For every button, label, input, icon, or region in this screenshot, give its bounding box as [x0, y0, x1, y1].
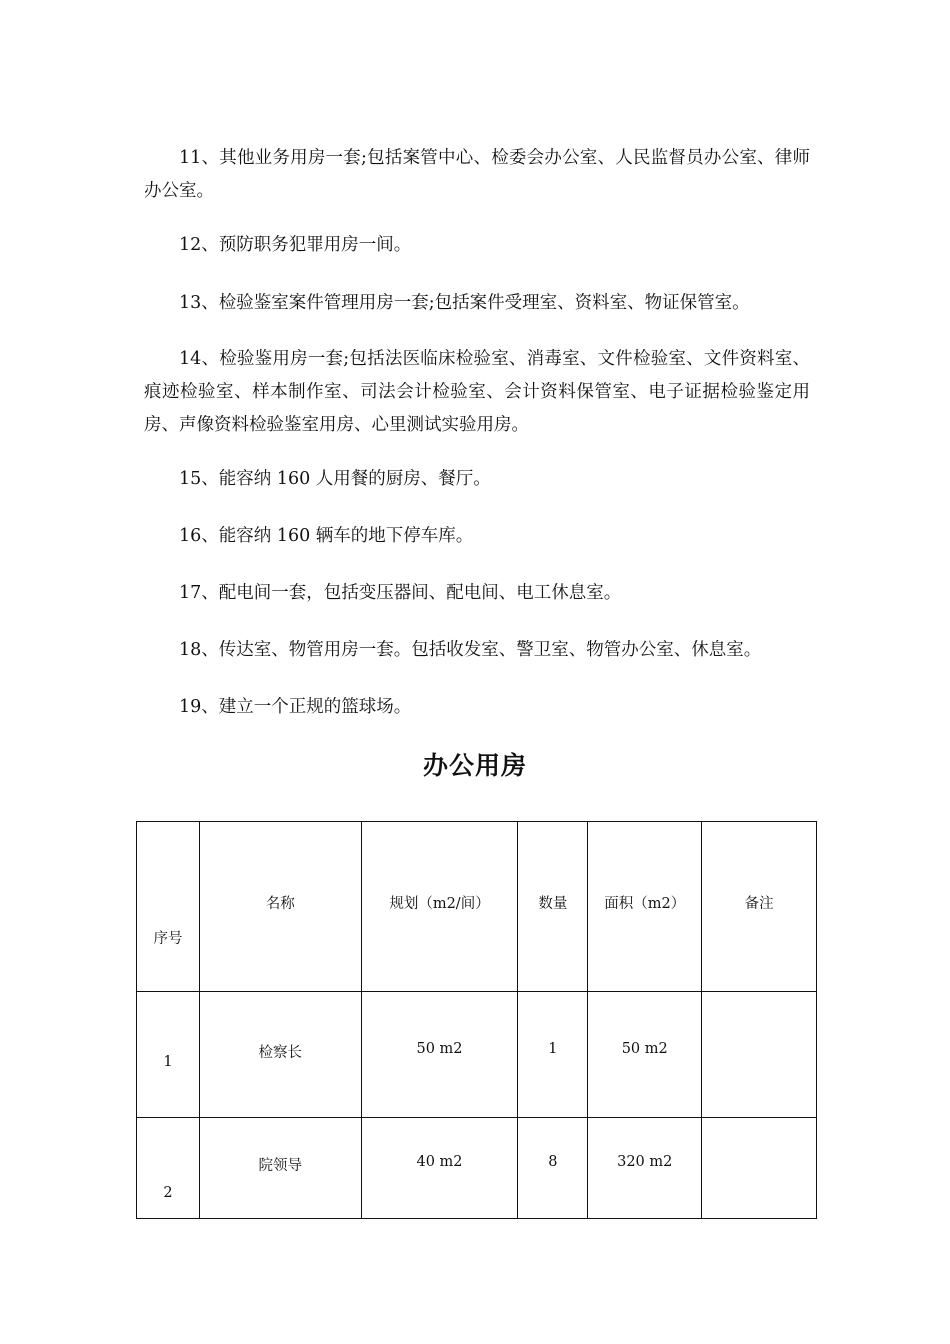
paragraph-11: 11、其他业务用房一套;包括案管中心、检委会办公室、人民监督员办公室、律师办公室。	[144, 148, 810, 201]
paragraph-16: 16、能容纳 160 辆车的地下停车库。	[179, 526, 474, 546]
header-cell-name: 名称	[199, 822, 361, 992]
cell-plan: 50 m2	[361, 992, 518, 1118]
table-row	[137, 992, 817, 1118]
office-rooms-table	[136, 821, 817, 1219]
table-header-row	[137, 822, 817, 992]
section-title: 办公用房	[422, 751, 527, 780]
header-cell-quantity: 数量	[518, 822, 588, 992]
cell-name: 院领导	[199, 1118, 361, 1219]
cell-area: 320 m2	[588, 1118, 702, 1219]
cell-remarks	[702, 992, 817, 1118]
paragraph-12: 12、预防职务犯罪用房一间。	[179, 235, 412, 255]
table-row	[137, 1118, 817, 1219]
header-cell-remarks: 备注	[702, 822, 817, 992]
paragraph-14: 14、检验鉴用房一套;包括法医临床检验室、消毒室、文件检验室、文件资料室、痕迹检验室、样本制作室、司法会计检验室、会计资料保管室、电子证据检验鉴定用房、声像资料检验鉴室用房、心里测试实验用房。	[144, 349, 810, 435]
cell-quantity: 8	[518, 1118, 588, 1219]
cell-quantity: 1	[518, 992, 588, 1118]
cell-area: 50 m2	[588, 992, 702, 1118]
paragraph-17: 17、配电间一套，包括变压器间、配电间、电工休息室。	[179, 583, 622, 603]
paragraph-15: 15、能容纳 160 人用餐的厨房、餐厅。	[179, 469, 491, 489]
cell-seq: 1	[137, 992, 200, 1118]
header-cell-plan: 规划（m2/间）	[361, 822, 518, 992]
paragraph-18: 18、传达室、物管用房一套。包括收发室、警卫室、物管办公室、休息室。	[179, 640, 762, 660]
paragraph-13: 13、检验鉴室案件管理用房一套;包括案件受理室、资料室、物证保管室。	[179, 293, 750, 313]
header-cell-area: 面积（m2）	[588, 822, 702, 992]
paragraph-19: 19、建立一个正规的篮球场。	[179, 697, 412, 717]
cell-seq: 2	[137, 1118, 200, 1219]
cell-remarks	[702, 1118, 817, 1219]
header-cell-seq: 序号	[137, 822, 200, 992]
cell-name: 检察长	[199, 992, 361, 1118]
cell-plan: 40 m2	[361, 1118, 518, 1219]
